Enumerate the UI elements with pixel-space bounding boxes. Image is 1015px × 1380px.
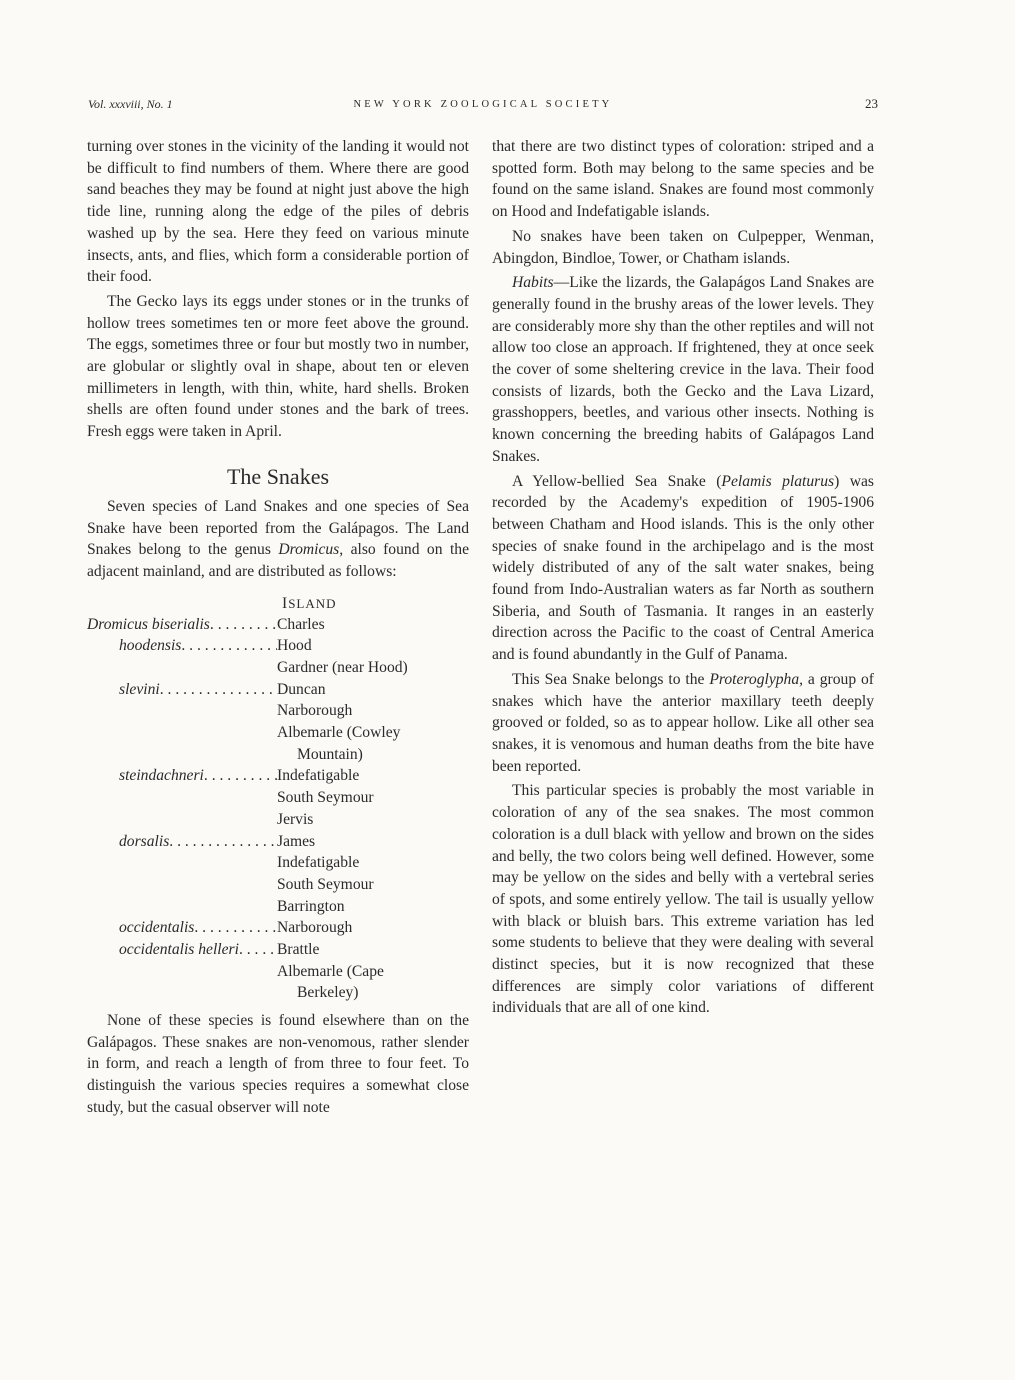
text-segment: that there are two distinct types of coloration: striped and a spotted form. Both may belong to the same species and be found on the same island. Snakes are found most commonly on Hood and Indefatigable islands. — [492, 138, 874, 221]
paragraph — [87, 1010, 469, 1119]
right-paragraphs — [492, 136, 874, 1019]
left-paragraphs-bottom — [87, 1010, 469, 1119]
island-name: Indefatigable — [277, 767, 360, 785]
paragraph — [492, 780, 874, 1019]
species-row-continuation — [87, 722, 469, 744]
island-name: James — [277, 832, 316, 850]
text-segment: No snakes have been taken on Culpepper, Wenman, Abingdon, Bindloe, Tower, or Chatham islands. — [492, 227, 874, 267]
species-row-continuation — [87, 896, 469, 918]
dot-leader — [204, 765, 277, 787]
species-name-cell — [87, 831, 277, 853]
species-name-cell — [87, 982, 277, 1004]
species-name-cell — [87, 635, 277, 657]
text-segment: The Gecko lays its eggs under stones or in the trunks of hollow trees sometimes ten or more feet above the ground. The eggs, sometimes three or four but mostly two in number, are globular or slightly oval in shape, about ten or eleven millimeters in length, with thin, white, hard shells. Broken shells are often found under stones and the bark of trees. Fresh eggs were taken in April. — [87, 292, 469, 441]
island-name: Duncan — [277, 680, 326, 698]
text-segment: —Like the lizards, the Galapágos Land Snakes are generally found in the brushy areas of the lower levels. They are considerably more shy than the other reptiles and will not allow too close an approach. If frightened, they at once seek the cover of some sheltering crevice in the lava. Their food consists of lizards, both the Gecko and the Lava Lizard, grasshoppers, beetles, and various other insects. Nothing is known concerning the breeding habits of Galápagos Land Snakes. — [492, 274, 874, 465]
dot-leader — [239, 939, 277, 961]
species-row — [87, 635, 469, 657]
text-segment: Seven species of Land Snakes and one species of Sea Snake have been reported from the Galápagos. The Land Snakes belong to the genus — [87, 497, 469, 559]
paragraph — [492, 272, 874, 467]
species-row-continuation — [87, 874, 469, 896]
species-name-cell — [87, 679, 277, 701]
text-segment: ) was recorded by the Academy's expedition of 1905-1906 between Chatham and Hood islands. This is the only other species of snake found in the archipelago and is the most widely distributed of any of the salt water snakes, being found from Indo-Australian waters as far North as southern Siberia, and South of Tasmania. It ranges in an easterly direction across the Pacific to the coast of Central America and is found abundantly in the Gulf of Panama. — [492, 472, 875, 664]
species-name: hoodensis — [119, 637, 182, 655]
species-rows — [87, 614, 469, 1004]
text-segment: turning over stones in the vicinity of the landing it would not be difficult to find numbers of them. Where there are good sand beaches they may be found at night just above the high tide line, running along the edge of the piles of debris washed up by the sea. Here they feed on various minute insects, ants, and flies, which form a considerable portion of their food. — [87, 138, 469, 286]
island-name: Narborough — [277, 702, 353, 720]
text-segment: This particular species is probably the most variable in coloration of any of the sea snakes. The most common coloration is a dull black with yellow and brown on the sides and belly, the two colors being well defined. However, some may be yellow on the sides and belly with a vertebral series of spots, and some entirely yellow. The tail is usually yellow with black or bluish bars. This extreme variation has led some students to believe that they were dealing with several distinct species, but it is now recognized that these differences are simply color variations of different individuals that are all of one kind. — [492, 782, 874, 1017]
species-name: occidentalis — [119, 919, 195, 937]
paragraph — [87, 136, 469, 288]
island-name: Narborough — [277, 919, 353, 937]
species-row-continuation — [87, 744, 469, 766]
species-row-continuation — [87, 787, 469, 809]
society-title: NEW YORK ZOOLOGICAL SOCIETY — [353, 99, 613, 110]
species-name: steindachneri — [119, 767, 204, 785]
species-name: Dromicus biserialis — [87, 615, 210, 633]
dot-leader — [169, 831, 277, 853]
paragraph — [492, 136, 874, 223]
paragraph — [492, 669, 874, 778]
text-segment: None of these species is found elsewhere than on the Galápagos. These snakes are non-venomous, rather slender in form, and reach a length of from three to four feet. To distinguish the various species requires a somewhat close study, but the casual observer will note — [87, 1012, 469, 1116]
dot-leader — [181, 635, 277, 657]
species-name-cell — [87, 765, 277, 787]
species-name-cell — [87, 722, 277, 744]
paragraph — [87, 291, 469, 443]
species-row — [87, 939, 469, 961]
island-name: South Seymour — [277, 875, 374, 893]
island-name: Charles — [277, 615, 325, 633]
island-column-header — [87, 593, 469, 614]
text-segment: also found on the adjacent mainland, and are distributed as follows: — [87, 541, 469, 580]
species-name-cell — [87, 896, 277, 918]
species-row — [87, 831, 469, 853]
paragraph — [492, 226, 874, 269]
species-row-continuation — [87, 809, 469, 831]
left-paragraphs-top — [87, 136, 469, 443]
species-name-cell — [87, 852, 277, 874]
island-name: Jervis — [277, 810, 314, 828]
species-name-cell — [87, 917, 277, 939]
island-name: Albemarle (Cowley — [277, 724, 401, 742]
species-row — [87, 679, 469, 701]
species-row — [87, 614, 469, 636]
island-name: Berkeley) — [297, 984, 359, 1002]
italic-text: Proteroglypha, — [709, 670, 804, 688]
species-row-continuation — [87, 852, 469, 874]
species-name: occidentalis helleri — [119, 940, 239, 958]
species-name-cell — [87, 744, 277, 766]
species-island-list — [87, 593, 469, 1004]
species-name-cell — [87, 939, 277, 961]
species-name-cell — [87, 961, 277, 983]
species-row-continuation — [87, 961, 469, 983]
dot-leader — [210, 614, 277, 636]
snakes-intro-paragraph — [87, 496, 469, 583]
species-name-cell — [87, 614, 277, 636]
island-name: Brattle — [277, 940, 320, 958]
species-row-continuation — [87, 700, 469, 722]
species-name-cell — [87, 874, 277, 896]
species-name-cell — [87, 657, 277, 679]
dot-leader — [160, 679, 277, 701]
species-row — [87, 917, 469, 939]
italic-text: Pelamis platurus — [721, 472, 835, 490]
text-segment: a group of snakes which have the anterior maxillary teeth deeply grooved or folded, so as to appear hollow. Like all other sea snakes, it is venomous and human deaths from the bite have been reported. — [492, 670, 874, 775]
island-name: Gardner (near Hood) — [277, 659, 408, 677]
island-name: Barrington — [277, 897, 345, 915]
right-column — [492, 136, 874, 1019]
island-name: Hood — [277, 637, 312, 655]
italic-text: Habits — [512, 274, 554, 292]
species-name-cell — [87, 700, 277, 722]
volume-label: Vol. xxxviii, No. 1 — [88, 97, 173, 111]
species-row-continuation — [87, 657, 469, 679]
species-name: dorsalis — [119, 832, 170, 850]
section-heading: The Snakes — [226, 463, 330, 489]
species-name-cell — [87, 809, 277, 831]
island-name: Mountain) — [297, 745, 363, 763]
island-name: Albemarle (Cape — [277, 962, 384, 980]
island-name: South Seymour — [277, 789, 374, 807]
italic-text: Dromicus, — [278, 541, 344, 559]
island-name: Indefatigable — [277, 854, 360, 872]
species-row-continuation — [87, 982, 469, 1004]
species-name: slevini — [119, 680, 160, 698]
text-segment: This Sea Snake belongs to the — [512, 670, 710, 688]
text-segment: A Yellow-bellied Sea Snake ( — [512, 472, 722, 490]
species-name-cell — [87, 787, 277, 809]
dot-leader — [194, 917, 277, 939]
paragraph — [492, 471, 874, 666]
species-row — [87, 765, 469, 787]
left-column — [87, 136, 469, 1119]
page-number: 23 — [865, 96, 878, 111]
island-header-rest: SLAND — [288, 595, 337, 611]
island-header-initial: I — [282, 594, 289, 612]
